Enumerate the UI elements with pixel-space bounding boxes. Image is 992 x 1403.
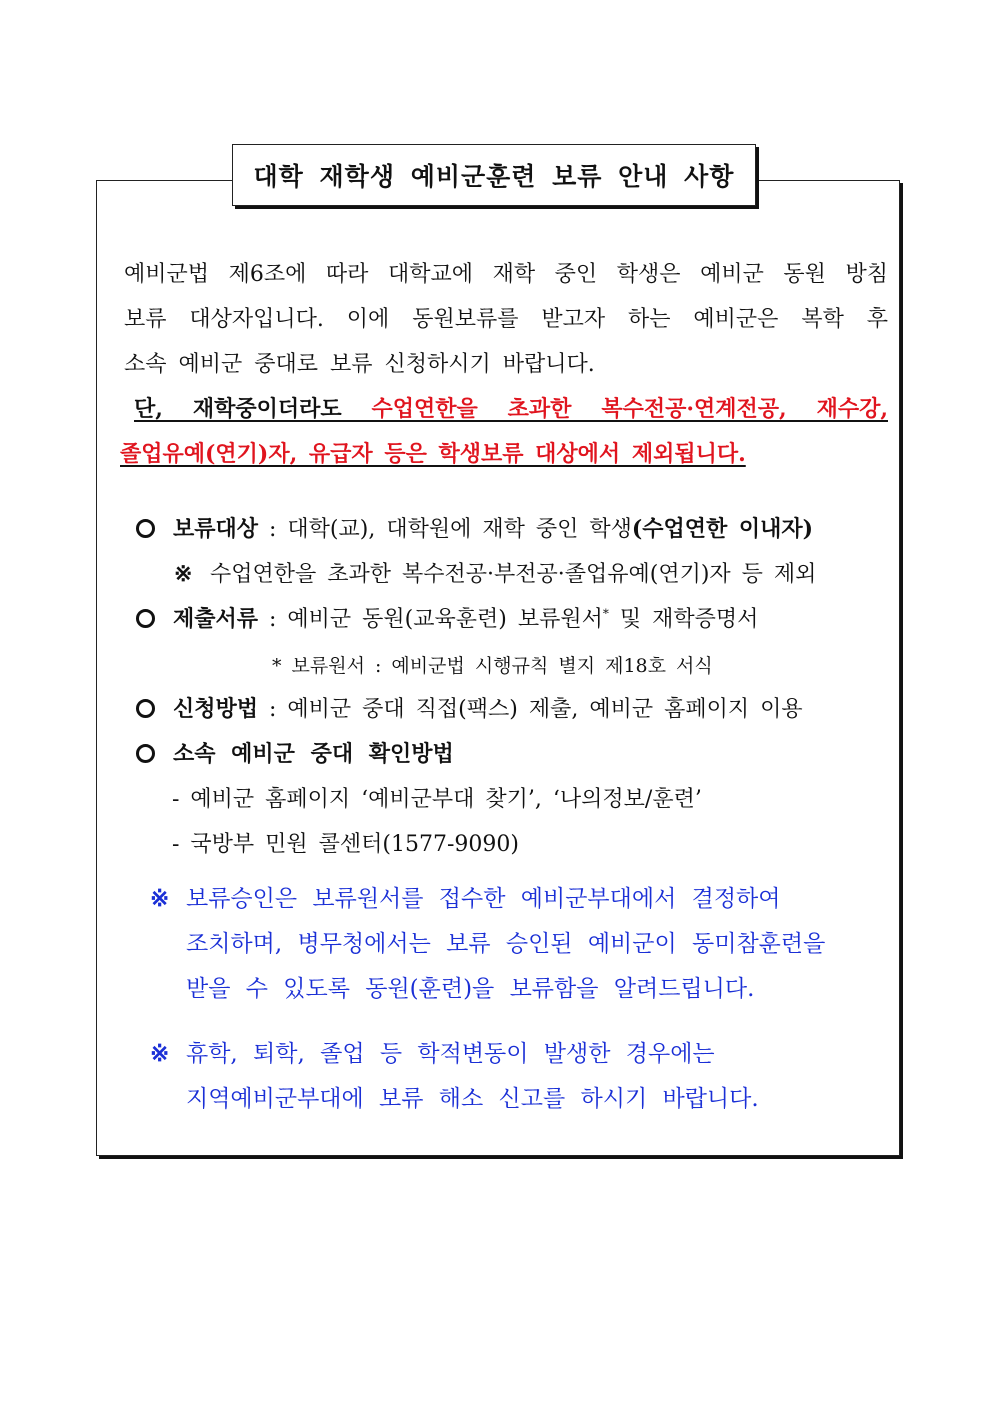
item-target-text-bold: (수업연한 이내자) [631,516,814,542]
warning-prefix: 단, 재학중이더라도 [134,396,372,422]
item-target-text: 대학(교), 대학원에 재학 중인 학생 [287,517,632,542]
reference-mark-icon: ※ [150,1040,170,1067]
approval-note-text-1: 보류승인은 보류원서를 접수한 예비군부대에서 결정하여 [186,886,781,912]
hollow-circle-bullet-icon [136,519,155,538]
reference-mark-icon: ※ [174,561,193,587]
item-confirm-label: 소속 예비군 중대 확인방법 [173,742,454,767]
item-method-sep: : [258,697,288,722]
item-documents [136,602,758,633]
item-documents-label: 제출서류 [173,607,259,632]
hollow-circle-bullet-icon [136,609,155,628]
approval-note-line-1 [150,880,780,913]
warning-red-1: 수업연한을 초과한 복수전공·연계전공, 재수강, [371,396,888,422]
item-target-label: 보류대상 [173,517,259,542]
intro-line-3: 소속 예비군 중대로 보류 신청하시기 바랍니다. [124,352,595,377]
item-confirm-sub-2: - 국방부 민원 콜센터(1577-9090) [172,832,520,857]
item-target [136,512,813,543]
item-documents-text-b: 및 재학증명서 [608,607,759,632]
item-target-note [174,557,816,588]
item-method-label: 신청방법 [173,697,259,722]
item-documents-sep: : [258,607,288,632]
warning-line-1 [134,392,888,423]
intro-line-1: 예비군법 제6조에 따라 대학교에 재학 중인 학생은 예비군 동원 방침 [124,262,888,287]
item-documents-sup: * [602,606,609,621]
item-target-sep: : [258,517,288,542]
item-documents-footnote: * 보류원서 : 예비군법 시행규칙 별지 제18호 서식 [272,655,713,677]
item-target-note-text: 수업연한을 초과한 복수전공·부전공·졸업유예(연기)자 등 제외 [210,562,817,587]
intro-line-2: 보류 대상자입니다. 이에 동원보류를 받고자 하는 예비군은 복학 후 [124,307,888,332]
reference-mark-icon: ※ [150,885,170,912]
hollow-circle-bullet-icon [136,699,155,718]
approval-note-line-3: 받을 수 있도록 동원(훈련)을 보류함을 알려드립니다. [186,976,755,1002]
approval-note-line-2: 조치하며, 병무청에서는 보류 승인된 예비군이 동미참훈련을 [186,931,826,957]
change-note-line-1 [150,1035,715,1068]
page-title: 대학 재학생 예비군훈련 보류 안내 사항 [253,162,735,191]
item-method-text: 예비군 중대 직접(팩스) 제출, 예비군 홈페이지 이용 [287,697,803,722]
title-box [232,144,756,206]
change-note-text-1: 휴학, 퇴학, 졸업 등 학적변동이 발생한 경우에는 [186,1041,715,1067]
warning-line-2: 졸업유예(연기)자, 유급자 등은 학생보류 대상에서 제외됩니다. [120,441,746,467]
item-method [136,692,803,723]
item-documents-text-a: 예비군 동원(교육훈련) 보류원서 [287,607,603,632]
item-confirm [136,737,454,768]
change-note-line-2: 지역예비군부대에 보류 해소 신고를 하시기 바랍니다. [186,1086,759,1112]
item-confirm-sub-1: - 예비군 홈페이지 ‘예비군부대 찾기’, ‘나의정보/훈련’ [172,787,702,812]
hollow-circle-bullet-icon [136,744,155,763]
